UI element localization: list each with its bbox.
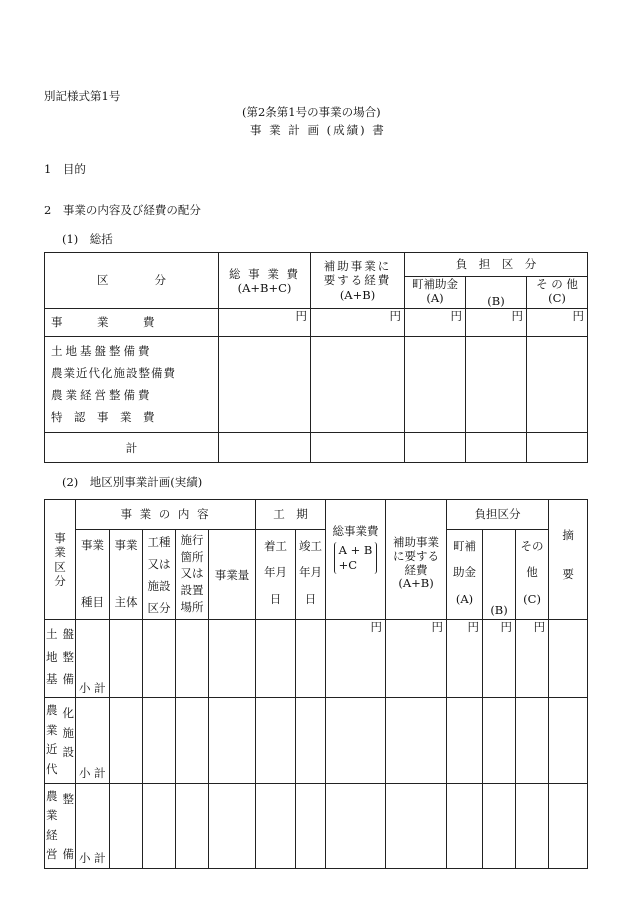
col-subsidy-cost-1: 補助事業に	[323, 259, 392, 273]
sub-jigyo-1: 事業	[81, 538, 104, 552]
row-modernization: 農業近代化施設整備費	[51, 365, 176, 380]
yen-unit: 円	[533, 620, 546, 635]
col-total-cost: 総事業費	[332, 524, 379, 538]
col-kubun: 区 分	[97, 273, 166, 288]
col-subsidy-1: 補助事業	[393, 535, 440, 549]
yen-unit: 円	[500, 620, 513, 635]
col-subsidy-cost-formula: (A+B)	[339, 287, 376, 302]
remarks-2: 要	[562, 567, 574, 582]
col-burden: 負担区分	[474, 507, 521, 522]
sub-start-1: 着工	[264, 539, 288, 553]
col-c: (C)	[548, 291, 566, 306]
sub-start-2: 年月	[264, 565, 288, 580]
subtotal-label: 小 計	[79, 766, 106, 781]
col-subsidy-3: 経費	[404, 562, 428, 577]
total-formula-1: A + B	[338, 543, 373, 558]
col-total-cost: 総 事 業 費	[229, 267, 300, 281]
col-other: そ の 他	[536, 277, 578, 291]
yen-unit: 円	[431, 620, 444, 635]
sub-basho-4: 設置	[180, 583, 204, 598]
jigyo-kubun-3: 区	[54, 559, 66, 574]
sub-kushu-3: 施設	[147, 578, 171, 593]
col-subsidy-cost-2: 要する経費	[323, 273, 392, 288]
sub-other-3: (C)	[523, 591, 541, 606]
col-content: 事 業 の 内 容	[120, 507, 211, 522]
col-b: (B)	[487, 293, 505, 308]
row-total: 計	[125, 440, 138, 455]
col-subsidy-2: に要する	[393, 548, 440, 563]
sub-basho-1: 施行	[180, 533, 204, 547]
remarks-1: 摘	[562, 528, 574, 542]
col-total-cost-formula: (A+B+C)	[237, 281, 292, 296]
jigyo-kubun-2: 業	[54, 545, 66, 560]
sub-other-1: その	[520, 539, 544, 553]
doc-title: 事 業 計 画 (成績) 書	[250, 123, 386, 137]
district-table	[44, 499, 588, 869]
group-label-3: 農 業 経 営 整 備	[45, 783, 76, 868]
summary-table	[44, 252, 588, 463]
sub-town-3: (A)	[455, 591, 474, 606]
col-subsidy-formula: (A+B)	[398, 576, 434, 591]
sub-start-3: 日	[269, 591, 282, 606]
total-formula-2: +C	[338, 558, 358, 573]
sub-jigyo-2: 種目	[81, 595, 104, 610]
sub-kushu-1: 工種	[147, 535, 171, 549]
section2-sub1: (1) 総括	[62, 232, 113, 246]
sub-kushu-4: 区分	[147, 600, 171, 615]
form-number: 別記様式第1号	[44, 89, 121, 103]
yen-unit: 円	[572, 309, 585, 323]
sub-basho-3: 又は	[180, 566, 204, 581]
sub-basho-5: 場所	[180, 599, 204, 614]
total-formula	[334, 542, 378, 574]
section1-heading: 1 目的	[44, 162, 86, 176]
subtotal-label: 小 計	[79, 681, 106, 695]
row-special: 特 認 事 業 費	[51, 409, 155, 424]
yen-unit: 円	[389, 309, 401, 323]
section2-heading: 2 事業の内容及び経費の配分	[44, 203, 201, 217]
yen-unit: 円	[370, 620, 383, 635]
row-jigyohi: 事 業 費	[51, 315, 155, 330]
row-land-base: 土地基盤整備費	[51, 344, 153, 358]
col-burden: 負 担 区 分	[455, 257, 537, 272]
group-label-1: 土 地 基 盤 整 備	[45, 620, 76, 698]
sub-end-2: 年月	[299, 565, 323, 580]
sub-other-2: 他	[526, 565, 538, 580]
row-management: 農業経営整備費	[51, 387, 153, 402]
col-a: (A)	[426, 291, 444, 306]
jigyo-kubun-1: 事	[54, 530, 66, 545]
yen-unit: 円	[450, 309, 462, 323]
sub-town-1: 町補	[453, 539, 477, 553]
jigyo-kubun-4: 分	[54, 574, 66, 589]
section2-sub2: (2) 地区別事業計画(実績)	[62, 475, 203, 489]
yen-unit: 円	[295, 309, 307, 323]
yen-unit: 円	[467, 620, 480, 635]
sub-basho-2: 箇所	[180, 549, 204, 564]
group-label-2: 農 業 近 代 化 施 設	[45, 698, 76, 783]
sub-end-1: 竣工	[299, 539, 323, 553]
col-term: 工 期	[273, 507, 308, 522]
yen-unit: 円	[511, 309, 523, 323]
doc-subtitle: (第2条第1号の事業の場合)	[242, 105, 381, 119]
sub-end-3: 日	[304, 591, 317, 606]
sub-shutai-1: 事業	[114, 538, 138, 552]
sub-shutai-2: 主体	[114, 595, 138, 610]
col-town-subsidy: 町補助金	[412, 277, 458, 291]
sub-b: (B)	[490, 603, 508, 617]
sub-quantity: 事業量	[214, 567, 250, 582]
subtotal-label: 小 計	[79, 851, 106, 866]
sub-kushu-2: 又は	[147, 556, 171, 571]
sub-town-2: 助金	[453, 565, 477, 580]
